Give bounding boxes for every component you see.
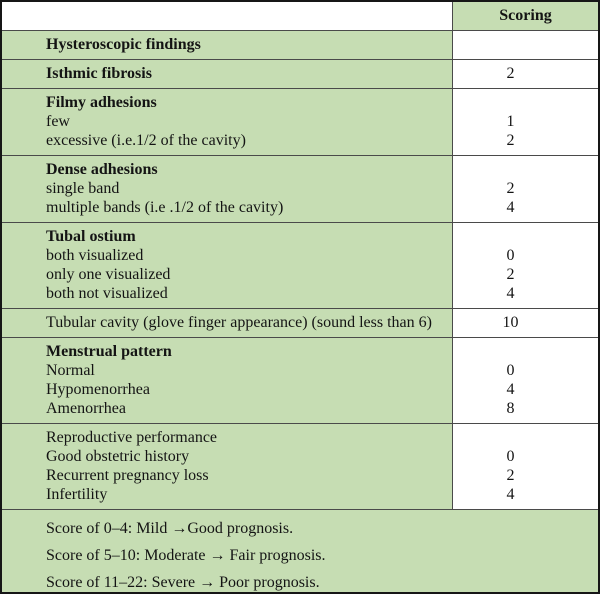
prognosis-line-moderate: Score of 5–10: Moderate → Fair prognosis. bbox=[46, 547, 326, 564]
row-score: 10 bbox=[502, 314, 519, 331]
table-row bbox=[2, 59, 598, 88]
row-score: 4 bbox=[506, 381, 515, 398]
table-row bbox=[2, 155, 598, 222]
row-score: 2 bbox=[506, 180, 515, 197]
findings-cell bbox=[2, 60, 453, 88]
row-label: Hypomenorrhea bbox=[46, 381, 150, 398]
header-scoring-cell bbox=[453, 2, 598, 30]
prognosis-legend bbox=[2, 509, 598, 594]
score-cell bbox=[453, 309, 598, 337]
findings-cell bbox=[2, 338, 453, 423]
score-cell bbox=[453, 156, 598, 222]
score-cell bbox=[453, 338, 598, 423]
row-score: 0 bbox=[506, 247, 515, 264]
row-label: Amenorrhea bbox=[46, 400, 126, 417]
prognosis-line-mild: Score of 0–4: Mild →Good prognosis. bbox=[46, 520, 294, 537]
row-label: single band bbox=[46, 180, 120, 197]
findings-cell bbox=[2, 31, 453, 59]
table-row bbox=[2, 337, 598, 423]
row-label: multiple bands (i.e .1/2 of the cavity) bbox=[46, 199, 284, 216]
score-cell bbox=[453, 31, 598, 59]
score-cell bbox=[453, 60, 598, 88]
row-score bbox=[453, 342, 568, 361]
row-label: Infertility bbox=[46, 486, 108, 503]
row-label: Hysteroscopic findings bbox=[46, 36, 201, 53]
row-label: Good obstetric history bbox=[46, 448, 190, 465]
row-score: 4 bbox=[506, 486, 515, 503]
row-label: Menstrual pattern bbox=[46, 343, 172, 360]
row-score: 1 bbox=[506, 113, 515, 130]
findings-cell bbox=[2, 156, 453, 222]
row-score: 2 bbox=[506, 266, 515, 283]
score-cell bbox=[453, 89, 598, 155]
row-score bbox=[453, 227, 568, 246]
row-label: Normal bbox=[46, 362, 95, 379]
row-score: 0 bbox=[506, 448, 515, 465]
row-score: 2 bbox=[506, 65, 515, 82]
scoring-column-header: Scoring bbox=[499, 7, 552, 24]
table-row bbox=[2, 30, 598, 59]
row-label: Recurrent pregnancy loss bbox=[46, 467, 209, 484]
row-label: both visualized bbox=[46, 247, 144, 264]
row-label: only one visualized bbox=[46, 266, 171, 283]
row-label: Filmy adhesions bbox=[46, 94, 157, 111]
table-row bbox=[2, 423, 598, 509]
table-row bbox=[2, 308, 598, 337]
row-label: Tubal ostium bbox=[46, 228, 136, 245]
table-header-row bbox=[2, 2, 598, 30]
row-score bbox=[453, 160, 568, 179]
row-score: 4 bbox=[506, 285, 515, 302]
findings-cell bbox=[2, 89, 453, 155]
row-label: Isthmic fibrosis bbox=[46, 65, 152, 82]
row-label: Tubular cavity (glove finger appearance) (sound less than 6) bbox=[46, 314, 432, 331]
table-row bbox=[2, 88, 598, 155]
row-score: 4 bbox=[506, 199, 515, 216]
row-label: both not visualized bbox=[46, 285, 168, 302]
row-label: excessive (i.e.1/2 of the cavity) bbox=[46, 132, 246, 149]
findings-cell bbox=[2, 424, 453, 509]
score-cell bbox=[453, 223, 598, 308]
row-score: 2 bbox=[506, 132, 515, 149]
row-label: few bbox=[46, 113, 70, 130]
row-label: Dense adhesions bbox=[46, 161, 158, 178]
score-cell bbox=[453, 424, 598, 509]
header-findings-cell bbox=[2, 2, 453, 30]
row-score: 8 bbox=[506, 400, 515, 417]
table-row bbox=[2, 222, 598, 308]
prognosis-line-severe: Score of 11–22: Severe → Poor prognosis. bbox=[46, 574, 320, 591]
row-label: Reproductive performance bbox=[46, 429, 218, 446]
row-score bbox=[453, 428, 568, 447]
row-score: 0 bbox=[506, 362, 515, 379]
findings-cell bbox=[2, 309, 453, 337]
row-score bbox=[453, 35, 568, 54]
row-score: 2 bbox=[506, 467, 515, 484]
findings-cell bbox=[2, 223, 453, 308]
row-score bbox=[453, 93, 568, 112]
